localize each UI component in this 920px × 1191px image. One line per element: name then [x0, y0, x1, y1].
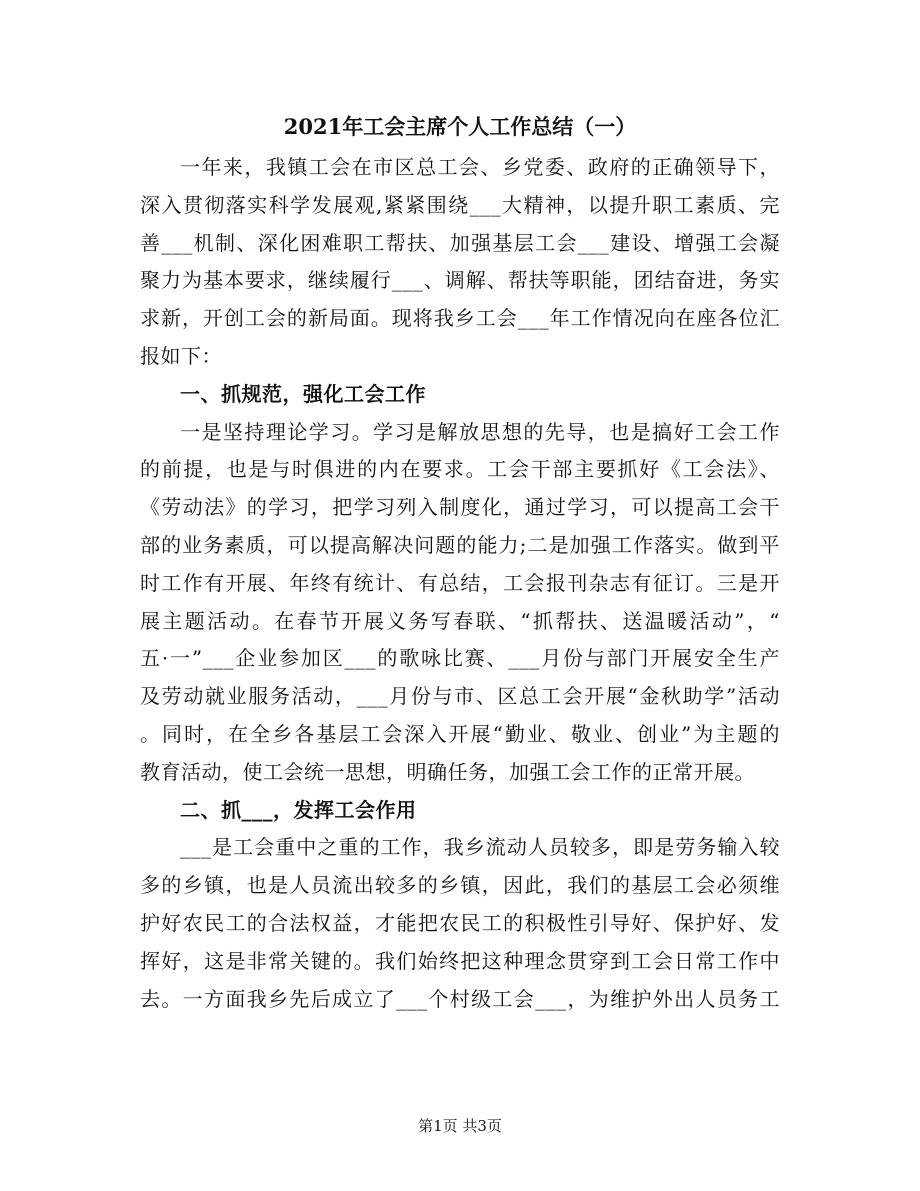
paragraph-line: 深入贯彻落实科学发展观,紧紧围绕___大精神，以提升职工素质、完 [140, 192, 780, 217]
paragraph-line: 报如下： [140, 343, 222, 368]
paragraph-line: ___是工会重中之重的工作，我乡流动人员较多，即是劳务输入较 [180, 835, 780, 860]
paragraph-line: 展主题活动。在春节开展义务写春联、“抓帮扶、送温暖活动”，“ [140, 608, 780, 633]
paragraph-line: 求新，开创工会的新局面。现将我乡工会___年工作情况向在座各位汇 [140, 306, 780, 331]
section-heading: 一、抓规范，强化工会工作 [180, 381, 426, 406]
paragraph-line: 部的业务素质，可以提高解决问题的能力;二是加强工作落实。做到平 [140, 532, 780, 557]
paragraph-line: 。同时，在全乡各基层工会深入开展“勤业、敬业、创业”为主题的 [140, 721, 780, 746]
paragraph-line: 去。一方面我乡先后成立了___个村级工会___，为维护外出人员务工 [140, 986, 780, 1011]
document-title: 2021年工会主席个人工作总结（一） [283, 114, 637, 139]
paragraph-line: 多的乡镇，也是人员流出较多的乡镇，因此，我们的基层工会必须维 [140, 873, 780, 898]
paragraph-line: 《劳动法》的学习，把学习列入制度化，通过学习，可以提高工会干 [140, 495, 780, 520]
paragraph-line: 五·一”___企业参加区___的歌咏比赛、___月份与部门开展安全生产 [140, 646, 780, 671]
paragraph-line: 教育活动，使工会统一思想，明确任务，加强工会工作的正常开展。 [140, 759, 755, 784]
document-body [140, 149, 780, 1018]
paragraph-line: 善___机制、深化困难职工帮扶、加强基层工会___建设、增强工会凝 [140, 230, 780, 255]
paragraph-line: 挥好，这是非常关键的。我们始终把这种理念贯穿到工会日常工作中 [140, 948, 780, 973]
section-heading: 二、抓___，发挥工会作用 [180, 797, 417, 822]
paragraph-line: 时工作有开展、年终有统计、有总结，工会报刊杂志有征订。三是开 [140, 570, 780, 595]
paragraph-line: 一是坚持理论学习。学习是解放思想的先导，也是搞好工会工作 [180, 419, 780, 444]
paragraph-line: 及劳动就业服务活动，___月份与市、区总工会开展“金秋助学”活动 [140, 684, 780, 709]
page-number-footer: 第1页 共3页 [418, 1117, 502, 1135]
paragraph-line: 聚力为基本要求，继续履行___、调解、帮扶等职能，团结奋进，务实 [140, 268, 780, 293]
paragraph-line: 的前提，也是与时俱进的内在要求。工会干部主要抓好《工会法》、 [140, 457, 780, 482]
paragraph-line: 一年来，我镇工会在市区总工会、乡党委、政府的正确领导下， [180, 155, 780, 179]
paragraph-line: 护好农民工的合法权益，才能把农民工的积极性引导好、保护好、发 [140, 910, 780, 935]
